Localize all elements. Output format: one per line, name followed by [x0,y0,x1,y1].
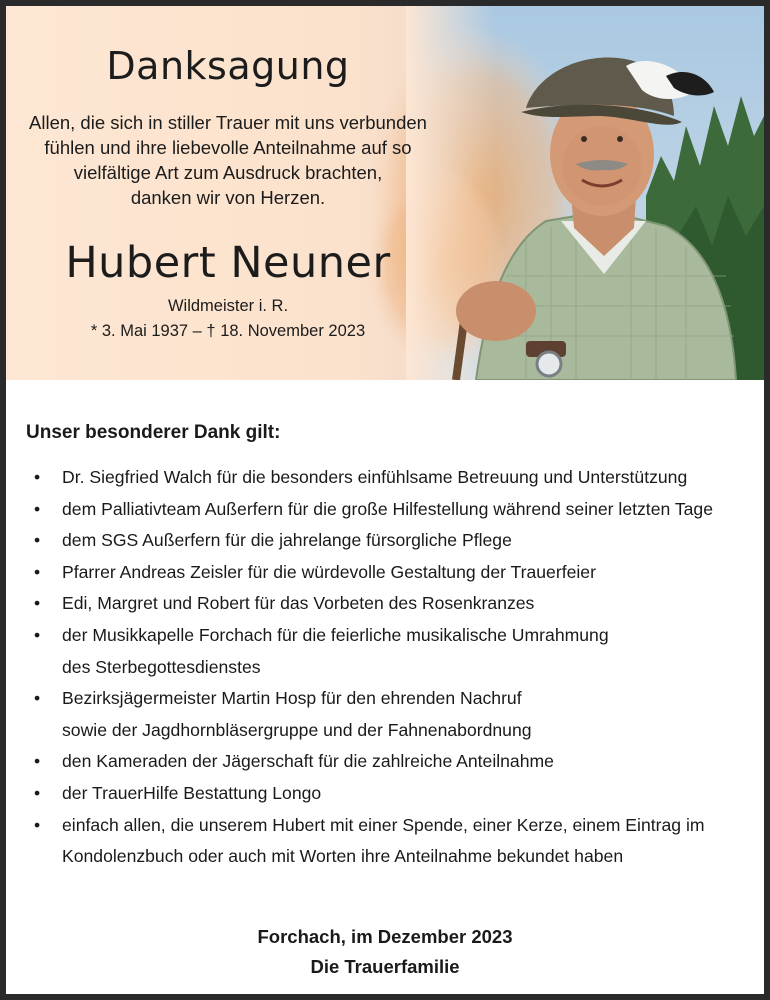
bullet-icon: • [34,498,41,519]
bullet-icon: • [34,561,41,582]
bullet-icon: • [34,467,41,487]
bullet-icon: • [34,751,41,772]
thanks-heading: Unser besonderer Dank gilt: [26,422,281,443]
closing [6,922,764,982]
deceased-role: Wildmeister i. R. [167,297,289,315]
intro-line: vielfältige Art zum Ausdruck brachten, [73,162,383,183]
bullet-icon: • [34,593,41,614]
deceased-name: Hubert Neuner [65,238,391,288]
intro-line: danken wir von Herzen. [130,187,326,208]
list-item: • Edi, Margret und Robert für das Vorbeten des Rosenkranzes [24,588,754,620]
signature: Die Trauerfamilie [310,956,460,977]
list-item: • dem SGS Außerfern für die jahrelange fürsorgliche Pflege [24,525,754,557]
intro-line: Allen, die sich in stiller Trauer mit uns verbunden [29,112,427,133]
thanks-list [24,462,754,873]
bullet-icon: • [34,688,41,709]
bullet-icon: • [34,624,41,645]
list-item: • der TrauerHilfe Bestattung Longo [24,778,754,810]
list-item: • einfach allen, die unserem Hubert mit einer Spende, einer Kerze, einem Eintrag im Kondolenzbuch oder auch mit Worten ihre Anteilnahme bekundet haben [24,810,754,873]
intro-text [6,110,450,210]
list-item: • Pfarrer Andreas Zeisler für die würdevolle Gestaltung der Trauerfeier [24,557,754,589]
list-item: • der Musikkapelle Forchach für die feierliche musikalische Umrahmung des Sterbegottesdienstes [24,620,754,683]
header-banner [6,6,764,380]
life-dates: * 3. Mai 1937 – † 18. November 2023 [90,322,366,340]
bullet-icon: • [34,814,41,835]
list-item: • den Kameraden der Jägerschaft für die zahlreiche Anteilnahme [24,746,754,778]
list-item: • dem Palliativteam Außerfern für die große Hilfestellung während seiner letzten Tage [24,494,754,526]
bullet-icon: • [34,782,41,803]
place-date: Forchach, im Dezember 2023 [257,926,513,947]
intro-line: fühlen und ihre liebevolle Anteilnahme auf so [44,137,412,158]
list-item: • Dr. Siegfried Walch für die besonders einfühlsame Betreuung und Unterstützung [24,462,754,494]
page-title: Danksagung [106,44,350,88]
list-item: • Bezirksjägermeister Martin Hosp für den ehrenden Nachruf sowie der Jagdhornbläsergruppe und der Fahnenabordnung [24,683,754,746]
thanks-section [24,422,754,873]
bullet-icon: • [34,530,41,551]
